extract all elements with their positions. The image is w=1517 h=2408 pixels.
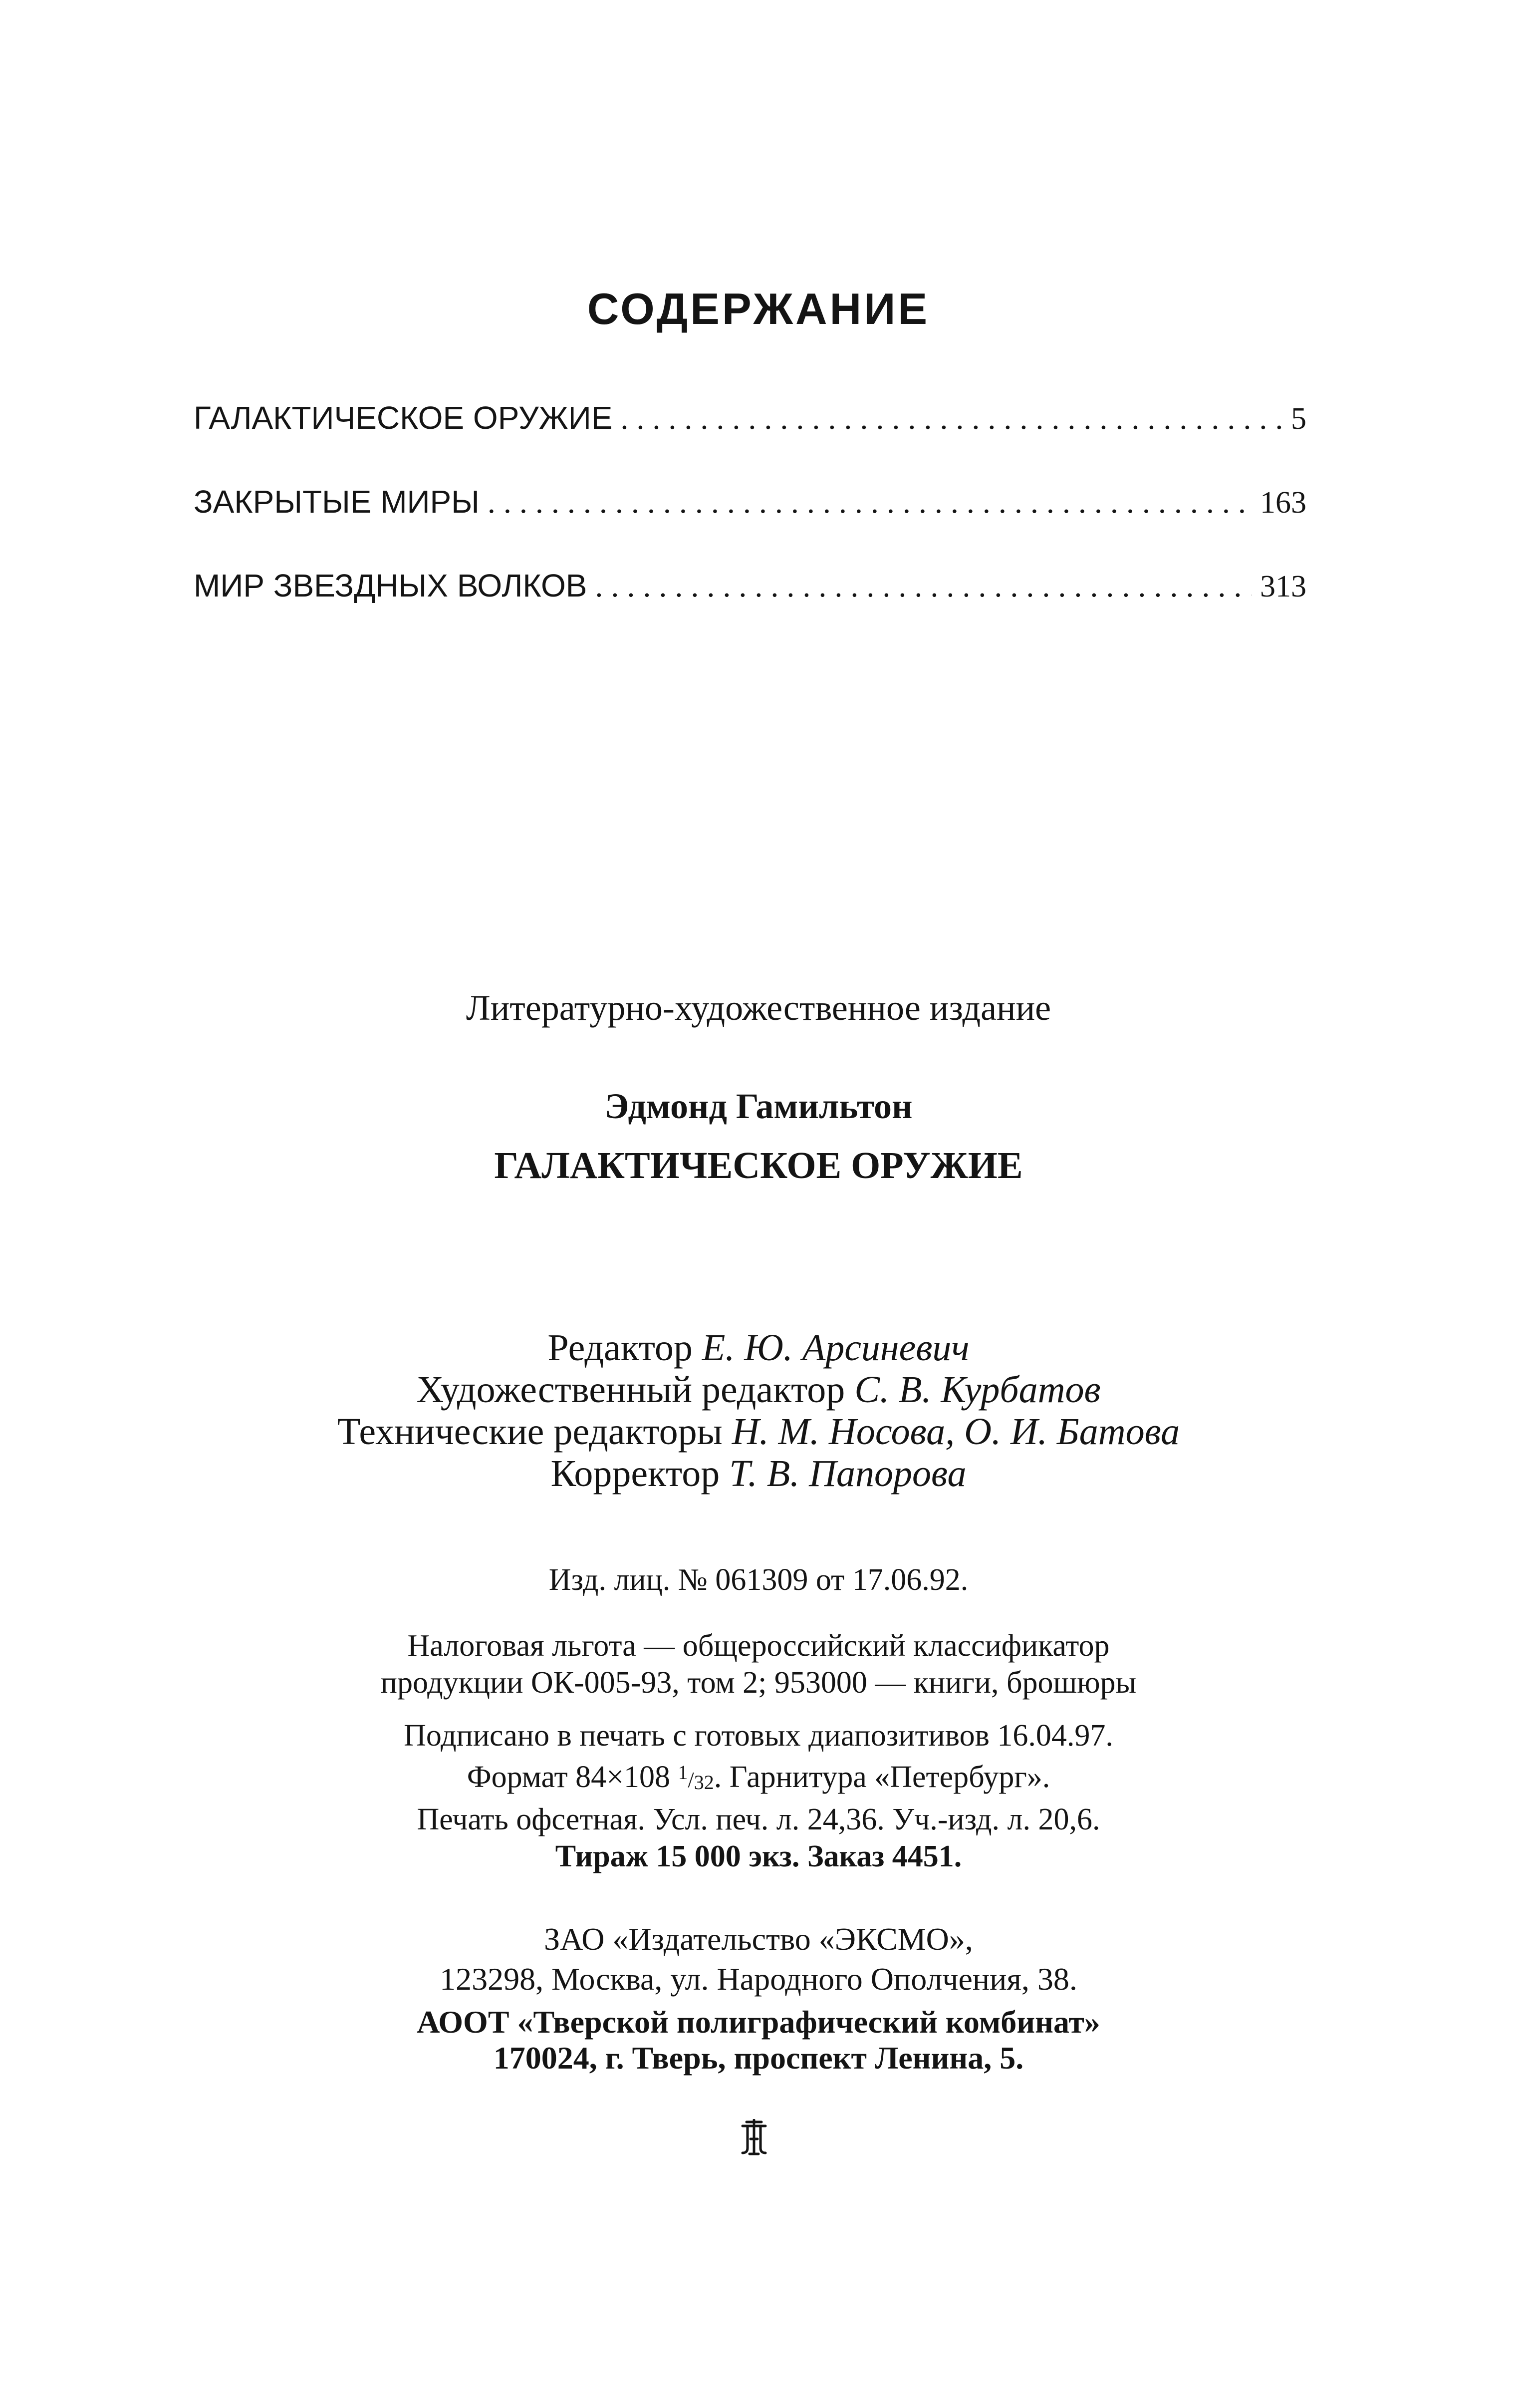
printing-details: Печать офсетная. Усл. печ. л. 24,36. Уч.-изд. л. 20,6. (417, 1803, 1100, 1836)
toc-entry[interactable] (194, 567, 1306, 651)
credit-role: Корректор (550, 1453, 720, 1495)
credit-line (0, 1453, 1517, 1495)
printer-logo-icon (737, 2119, 771, 2156)
tax-line: продукции ОК-005-93, том 2; 953000 — книги, брошюры (380, 1666, 1137, 1700)
toc-entry-title: МИР ЗВЕЗДНЫХ ВОЛКОВ (194, 568, 587, 603)
publisher-address: 123298, Москва, ул. Народного Ополчения, 38. (440, 1961, 1077, 1997)
toc-entry-title: ГАЛАКТИЧЕСКОЕ ОРУЖИЕ (194, 400, 613, 436)
contents-heading: СОДЕРЖАНИЕ (587, 284, 930, 333)
toc-entry-page: 163 (1260, 486, 1306, 520)
dot-leader (595, 568, 1252, 604)
dot-leader (620, 400, 1283, 437)
publishing-license: Изд. лиц. № 061309 от 17.06.92. (548, 1563, 969, 1597)
printer-info (0, 2004, 1517, 2076)
format-prefix: Формат 84×108 (467, 1760, 671, 1794)
table-of-contents (194, 399, 1306, 651)
print-run: Тираж 15 000 экз. Заказ 4451. (555, 1839, 962, 1873)
credit-line (0, 1327, 1517, 1369)
credit-role: Редактор (547, 1327, 693, 1369)
toc-entry[interactable] (194, 399, 1306, 483)
credit-role: Технические редакторы (337, 1411, 723, 1453)
signed-to-print: Подписано в печать с готовых диапозитивов 16.04.97. (404, 1719, 1113, 1753)
book-title: ГАЛАКТИЧЕСКОЕ ОРУЖИЕ (494, 1145, 1023, 1187)
edition-type: Литературно-художественное издание (466, 988, 1051, 1028)
printer-address: 170024, г. Тверь, проспект Ленина, 5. (493, 2040, 1024, 2076)
toc-entry-title: ЗАКРЫТЫЕ МИРЫ (194, 484, 480, 520)
format-suffix: . Гарнитура «Петербург». (714, 1760, 1050, 1794)
toc-entry-page: 313 (1260, 570, 1306, 603)
credit-names: Т. В. Папорова (729, 1453, 967, 1495)
fraction-denominator: 32 (694, 1771, 714, 1794)
format-line (0, 1754, 1517, 1801)
tax-line: Налоговая льгота — общероссийский классификатор (407, 1629, 1110, 1663)
format-fraction: $^1/_{32}$ (678, 1761, 714, 1794)
toc-entry[interactable] (194, 483, 1306, 567)
dot-leader (488, 484, 1252, 521)
credit-names: С. В. Курбатов (854, 1369, 1101, 1411)
credit-names: Н. М. Носова, О. И. Батова (732, 1411, 1180, 1453)
toc-entry-page: 5 (1291, 402, 1306, 436)
fraction-numerator: 1 (678, 1761, 688, 1784)
tax-benefit (0, 1627, 1517, 1701)
credit-names: Е. Ю. Арсиневич (702, 1327, 970, 1369)
credit-line (0, 1411, 1517, 1453)
print-details (0, 1717, 1517, 1875)
credits-block (0, 1327, 1517, 1495)
publisher-name: ЗАО «Издательство «ЭКСМО», (544, 1921, 973, 1957)
publisher-info (0, 1919, 1517, 1999)
credit-line (0, 1369, 1517, 1411)
credit-role: Художественный редактор (416, 1369, 845, 1411)
author-name: Эдмонд Гамильтон (604, 1086, 913, 1126)
printer-name: АООТ «Тверской полиграфический комбинат» (417, 2004, 1100, 2040)
